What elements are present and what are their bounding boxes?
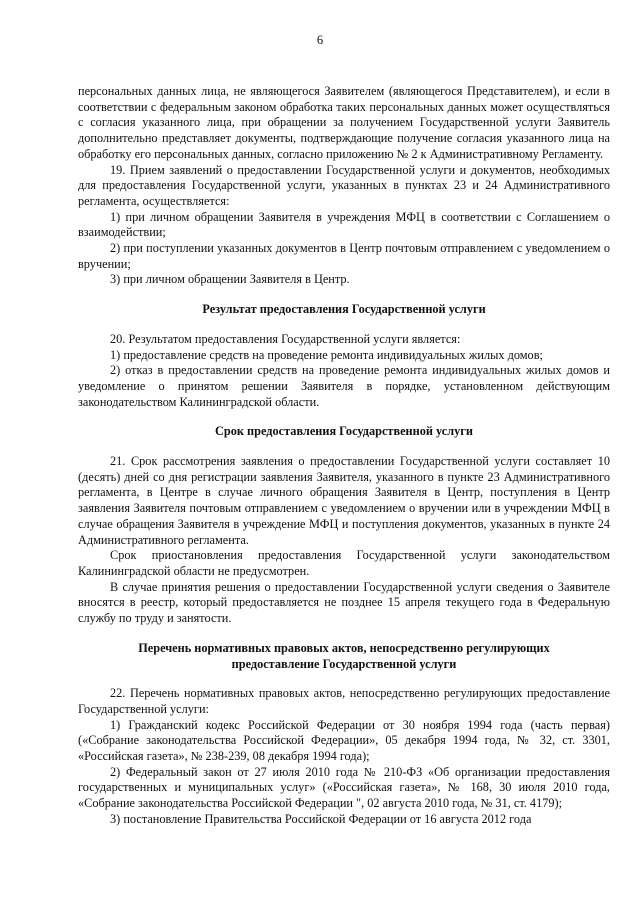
paragraph: В случае принятия решения о предоставлении Государственной услуги сведения о Заявителе вносятся в реестр, который предоставляется не позднее 15 апреля текущего года в Федеральную службу по труду и занятости. bbox=[78, 579, 610, 626]
section-normative-acts bbox=[78, 686, 610, 827]
heading-normative-acts-line2: предоставление Государственной услуги bbox=[231, 656, 457, 671]
paragraph: 22. Перечень нормативных правовых актов, непосредственно регулирующих предоставление Государственной услуги: bbox=[78, 686, 610, 716]
paragraph: 2) Федеральный закон от 27 июля 2010 года № 210-ФЗ «Об организации предоставления государственных и муниципальных услуг» («Российская газета», № 168, 30 июля 2010 года, «Собрание законодательства Российской Федерации ", 02 августа 2010 года, № 31, ст. 4179); bbox=[78, 764, 610, 811]
heading-result: Результат предоставления Государственной услуги bbox=[202, 302, 486, 317]
section-term bbox=[78, 454, 610, 627]
heading-term: Срок предоставления Государственной услуги bbox=[215, 424, 473, 439]
paragraph: 21. Срок рассмотрения заявления о предоставлении Государственной услуги составляет 10 (десять) дней со дня регистрации заявления Заявителя, указанного в пункте 23 Административного регламента, в Центре в случае личного обращения Заявителя в Центр, поступления в Центр заявления Заявителя почтовым отправлением с уведомлением о вручении или в учреждении МФЦ в случае обращения Заявителя в учреждение МФЦ и поступления документов, указанных в пункте 24 Административного регламента. bbox=[78, 454, 610, 547]
paragraph: Срок приостановления предоставления Государственной услуги законодательством Калининградской области не предусмотрен. bbox=[78, 548, 610, 578]
paragraph: 3) постановление Правительства Российской Федерации от 16 августа 2012 года bbox=[110, 811, 532, 826]
section-intro bbox=[78, 84, 610, 288]
paragraph: персональных данных лица, не являющегося Заявителем (являющегося Представителем), и если в соответствии с федеральным законом обработка таких персональных данных может осуществляться с согласия указанного лица, при обращении за получением Государственной услуги Заявитель дополнительно представляет документы, подтверждающие получение согласия указанного лица на обработку его персональных данных, согласно приложению № 2 к Административному Регламенту. bbox=[78, 84, 610, 161]
paragraph: 1) при личном обращении Заявителя в учреждения МФЦ в соответствии с Соглашением о взаимодействии; bbox=[78, 209, 610, 240]
heading-normative-acts-line1: Перечень нормативных правовых актов, непосредственно регулирующих bbox=[138, 640, 550, 655]
section-result bbox=[78, 332, 610, 411]
document-body bbox=[78, 84, 610, 828]
heading-normative-acts bbox=[78, 641, 610, 672]
paragraph: 19. Прием заявлений о предоставлении Государственной услуги и документов, необходимых для предоставления Государственной услуги, указанных в пунктах 23 и 24 Административного регламента, осуществляется: bbox=[78, 162, 610, 208]
paragraph: 2) отказ в предоставлении средств на проведение ремонта индивидуальных жилых домов и уведомление о принятом решении Заявителя в порядке, установленном действующим законодательством Калининградской области. bbox=[78, 363, 610, 409]
paragraph: 1) предоставление средств на проведение ремонта индивидуальных жилых домов; bbox=[110, 347, 543, 362]
paragraph: 1) Гражданский кодекс Российской Федерации от 30 ноября 1994 года (часть первая) («Собрание законодательства Российской Федерации», 05 декабря 1994 года, № 32, ст. 3301, «Российская газета», № 238-239, 08 декабря 1994 года); bbox=[78, 717, 610, 764]
paragraph: 2) при поступлении указанных документов в Центр почтовым отправлением с уведомлением о вручении; bbox=[78, 241, 610, 271]
page-number: 6 bbox=[316, 33, 324, 47]
paragraph: 3) при личном обращении Заявителя в Центр. bbox=[110, 272, 350, 287]
paragraph: 20. Результатом предоставления Государственной услуги является: bbox=[110, 331, 461, 346]
